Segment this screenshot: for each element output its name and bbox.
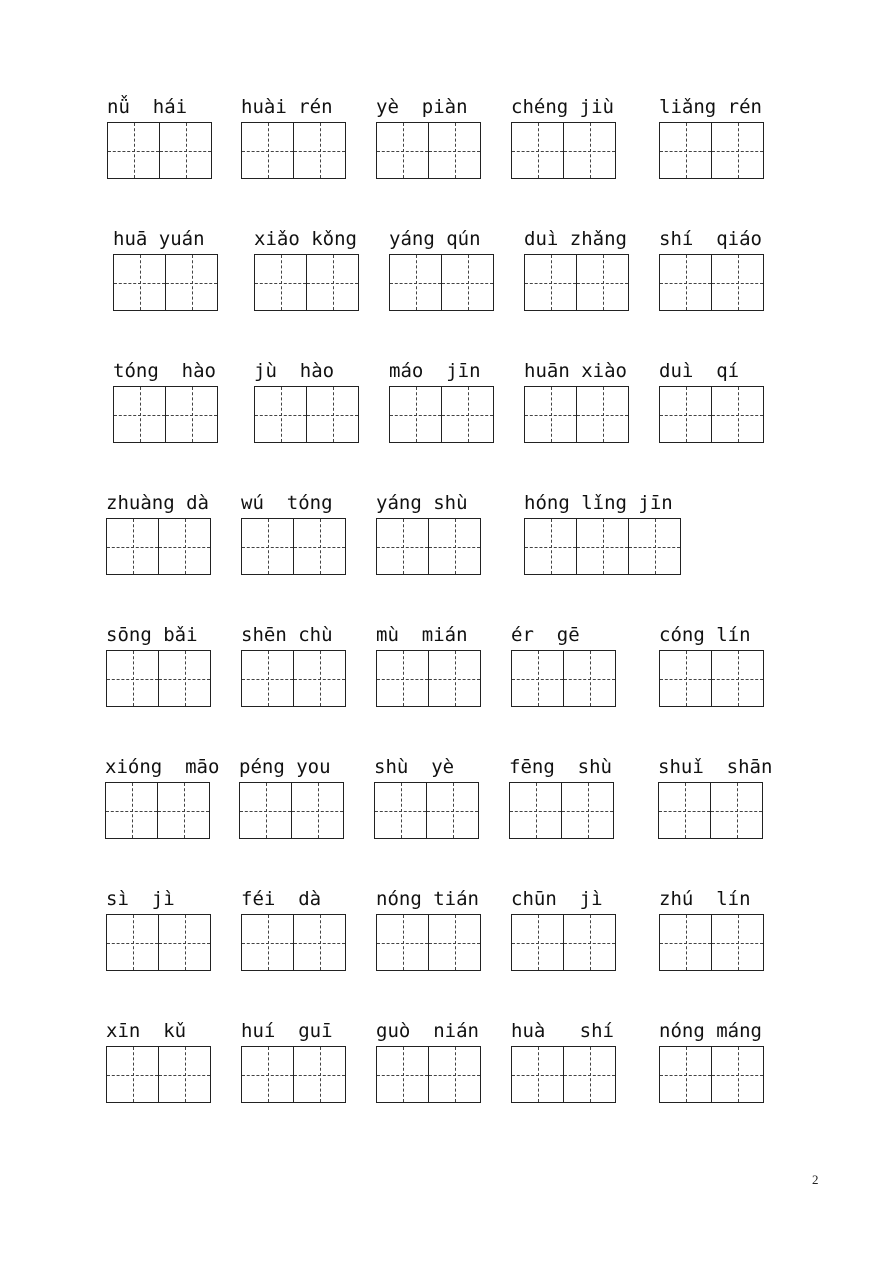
writing-grid bbox=[659, 1046, 764, 1103]
page-number: 2 bbox=[812, 1172, 819, 1187]
writing-cell[interactable] bbox=[576, 518, 629, 575]
writing-grid bbox=[106, 1046, 211, 1103]
writing-cell[interactable] bbox=[239, 782, 292, 839]
pinyin-label: liǎng rén bbox=[659, 96, 762, 118]
writing-cell[interactable] bbox=[389, 254, 442, 311]
pinyin-label: shuǐ shān bbox=[658, 756, 773, 778]
writing-cell[interactable] bbox=[158, 1046, 211, 1103]
writing-cell[interactable] bbox=[711, 650, 764, 707]
pinyin-label: tóng hào bbox=[113, 360, 216, 382]
pinyin-label: huā yuán bbox=[113, 228, 205, 250]
pinyin-label: fēng shù bbox=[509, 756, 612, 778]
writing-grid bbox=[376, 518, 481, 575]
writing-cell[interactable] bbox=[293, 650, 346, 707]
writing-cell[interactable] bbox=[426, 782, 479, 839]
writing-cell[interactable] bbox=[106, 650, 159, 707]
writing-cell[interactable] bbox=[306, 254, 359, 311]
writing-cell[interactable] bbox=[107, 122, 160, 179]
writing-cell[interactable] bbox=[105, 782, 158, 839]
pinyin-label: duì zhǎng bbox=[524, 228, 627, 250]
writing-cell[interactable] bbox=[241, 518, 294, 575]
writing-cell[interactable] bbox=[293, 122, 346, 179]
pinyin-label: chūn jì bbox=[511, 888, 603, 910]
writing-grid bbox=[113, 254, 218, 311]
pinyin-label: yáng qún bbox=[389, 228, 481, 250]
writing-cell[interactable] bbox=[524, 518, 577, 575]
worksheet-row bbox=[0, 358, 892, 468]
writing-cell[interactable] bbox=[293, 1046, 346, 1103]
writing-grid bbox=[106, 914, 211, 971]
writing-grid bbox=[511, 650, 616, 707]
pinyin-label: yáng shù bbox=[376, 492, 468, 514]
writing-grid bbox=[241, 122, 346, 179]
writing-cell[interactable] bbox=[165, 386, 218, 443]
writing-cell[interactable] bbox=[509, 782, 562, 839]
writing-grid bbox=[376, 914, 481, 971]
writing-grid bbox=[659, 386, 764, 443]
writing-cell[interactable] bbox=[659, 914, 712, 971]
pinyin-label: sì jì bbox=[106, 888, 175, 910]
pinyin-label: guò nián bbox=[376, 1020, 479, 1042]
pinyin-label: shù yè bbox=[374, 756, 455, 778]
writing-cell[interactable] bbox=[157, 782, 210, 839]
writing-grid bbox=[113, 386, 218, 443]
writing-cell[interactable] bbox=[428, 914, 481, 971]
pinyin-label: péng you bbox=[239, 756, 331, 778]
pinyin-label: hóng lǐng jīn bbox=[524, 492, 673, 514]
writing-grid bbox=[376, 122, 481, 179]
worksheet-row bbox=[0, 226, 892, 336]
writing-grid bbox=[241, 518, 346, 575]
writing-grid bbox=[389, 386, 494, 443]
writing-cell[interactable] bbox=[376, 1046, 429, 1103]
writing-grid bbox=[524, 386, 629, 443]
pinyin-label: xīn kǔ bbox=[106, 1020, 187, 1042]
writing-cell[interactable] bbox=[628, 518, 681, 575]
writing-cell[interactable] bbox=[524, 386, 577, 443]
writing-cell[interactable] bbox=[293, 914, 346, 971]
writing-cell[interactable] bbox=[376, 518, 429, 575]
pinyin-label: zhuàng dà bbox=[106, 492, 209, 514]
writing-cell[interactable] bbox=[659, 1046, 712, 1103]
pinyin-label: nóng máng bbox=[659, 1020, 762, 1042]
pinyin-label: duì qí bbox=[659, 360, 740, 382]
writing-cell[interactable] bbox=[254, 386, 307, 443]
pinyin-label: nǚ hái bbox=[107, 96, 188, 118]
pinyin-label: wú tóng bbox=[241, 492, 333, 514]
writing-cell[interactable] bbox=[241, 1046, 294, 1103]
writing-grid bbox=[105, 782, 210, 839]
pinyin-label: yè piàn bbox=[376, 96, 468, 118]
writing-cell[interactable] bbox=[563, 650, 616, 707]
writing-grid bbox=[376, 1046, 481, 1103]
writing-cell[interactable] bbox=[711, 1046, 764, 1103]
writing-grid bbox=[254, 386, 359, 443]
writing-cell[interactable] bbox=[428, 518, 481, 575]
pinyin-label: féi dà bbox=[241, 888, 322, 910]
pinyin-label: huān xiào bbox=[524, 360, 627, 382]
writing-grid bbox=[254, 254, 359, 311]
writing-cell[interactable] bbox=[659, 254, 712, 311]
writing-cell[interactable] bbox=[576, 254, 629, 311]
pinyin-label: ér gē bbox=[511, 624, 580, 646]
writing-cell[interactable] bbox=[158, 914, 211, 971]
pinyin-label: nóng tián bbox=[376, 888, 479, 910]
writing-cell[interactable] bbox=[159, 122, 212, 179]
writing-cell[interactable] bbox=[428, 650, 481, 707]
worksheet-row bbox=[0, 754, 892, 864]
writing-grid bbox=[659, 254, 764, 311]
writing-grid bbox=[511, 122, 616, 179]
writing-cell[interactable] bbox=[711, 914, 764, 971]
pinyin-label: sōng bǎi bbox=[106, 624, 198, 646]
writing-cell[interactable] bbox=[376, 650, 429, 707]
writing-grid bbox=[389, 254, 494, 311]
worksheet-row bbox=[0, 94, 892, 204]
writing-cell[interactable] bbox=[511, 650, 564, 707]
writing-cell[interactable] bbox=[659, 650, 712, 707]
writing-cell[interactable] bbox=[511, 122, 564, 179]
writing-cell[interactable] bbox=[106, 914, 159, 971]
writing-cell[interactable] bbox=[106, 1046, 159, 1103]
writing-cell[interactable] bbox=[428, 122, 481, 179]
writing-cell[interactable] bbox=[561, 782, 614, 839]
writing-cell[interactable] bbox=[113, 386, 166, 443]
pinyin-label: zhú lín bbox=[659, 888, 751, 910]
writing-cell[interactable] bbox=[441, 386, 494, 443]
writing-cell[interactable] bbox=[374, 782, 427, 839]
writing-cell[interactable] bbox=[293, 518, 346, 575]
writing-cell[interactable] bbox=[291, 782, 344, 839]
pinyin-label: shí qiáo bbox=[659, 228, 762, 250]
writing-cell[interactable] bbox=[376, 914, 429, 971]
writing-cell[interactable] bbox=[241, 122, 294, 179]
writing-cell[interactable] bbox=[389, 386, 442, 443]
writing-cell[interactable] bbox=[511, 1046, 564, 1103]
writing-cell[interactable] bbox=[711, 386, 764, 443]
writing-cell[interactable] bbox=[524, 254, 577, 311]
worksheet-row bbox=[0, 622, 892, 732]
pinyin-label: huí guī bbox=[241, 1020, 333, 1042]
writing-grid bbox=[511, 914, 616, 971]
writing-grid bbox=[376, 650, 481, 707]
writing-cell[interactable] bbox=[511, 914, 564, 971]
writing-cell[interactable] bbox=[711, 122, 764, 179]
writing-cell[interactable] bbox=[241, 914, 294, 971]
writing-grid bbox=[241, 650, 346, 707]
pinyin-label: máo jīn bbox=[389, 360, 481, 382]
writing-cell[interactable] bbox=[563, 122, 616, 179]
pinyin-label: huài rén bbox=[241, 96, 333, 118]
writing-grid bbox=[106, 650, 211, 707]
writing-grid bbox=[658, 782, 763, 839]
writing-cell[interactable] bbox=[106, 518, 159, 575]
writing-grid bbox=[524, 254, 629, 311]
writing-cell[interactable] bbox=[165, 254, 218, 311]
worksheet-row bbox=[0, 1018, 892, 1128]
writing-cell[interactable] bbox=[113, 254, 166, 311]
writing-grid bbox=[509, 782, 614, 839]
writing-grid bbox=[524, 518, 681, 575]
writing-cell[interactable] bbox=[563, 1046, 616, 1103]
writing-cell[interactable] bbox=[158, 650, 211, 707]
pinyin-label: xiǎo kǒng bbox=[254, 228, 357, 250]
writing-cell[interactable] bbox=[659, 122, 712, 179]
writing-cell[interactable] bbox=[241, 650, 294, 707]
pinyin-label: shēn chù bbox=[241, 624, 333, 646]
writing-cell[interactable] bbox=[376, 122, 429, 179]
writing-cell[interactable] bbox=[306, 386, 359, 443]
writing-cell[interactable] bbox=[158, 518, 211, 575]
writing-cell[interactable] bbox=[441, 254, 494, 311]
writing-grid bbox=[241, 914, 346, 971]
pinyin-label: cóng lín bbox=[659, 624, 751, 646]
worksheet-row bbox=[0, 886, 892, 996]
pinyin-label: jù hào bbox=[254, 360, 335, 382]
writing-cell[interactable] bbox=[254, 254, 307, 311]
writing-cell[interactable] bbox=[428, 1046, 481, 1103]
writing-cell[interactable] bbox=[711, 254, 764, 311]
writing-grid bbox=[241, 1046, 346, 1103]
pinyin-label: chéng jiù bbox=[511, 96, 614, 118]
writing-grid bbox=[659, 650, 764, 707]
writing-cell[interactable] bbox=[658, 782, 711, 839]
writing-grid bbox=[659, 914, 764, 971]
writing-cell[interactable] bbox=[576, 386, 629, 443]
writing-grid bbox=[106, 518, 211, 575]
worksheet-row bbox=[0, 490, 892, 600]
writing-grid bbox=[374, 782, 479, 839]
pinyin-label: xióng māo bbox=[105, 756, 220, 778]
writing-grid bbox=[107, 122, 212, 179]
writing-cell[interactable] bbox=[659, 386, 712, 443]
writing-cell[interactable] bbox=[710, 782, 763, 839]
pinyin-label: huà shí bbox=[511, 1020, 614, 1042]
writing-grid bbox=[239, 782, 344, 839]
pinyin-label: mù mián bbox=[376, 624, 468, 646]
writing-grid bbox=[659, 122, 764, 179]
writing-grid bbox=[511, 1046, 616, 1103]
writing-cell[interactable] bbox=[563, 914, 616, 971]
